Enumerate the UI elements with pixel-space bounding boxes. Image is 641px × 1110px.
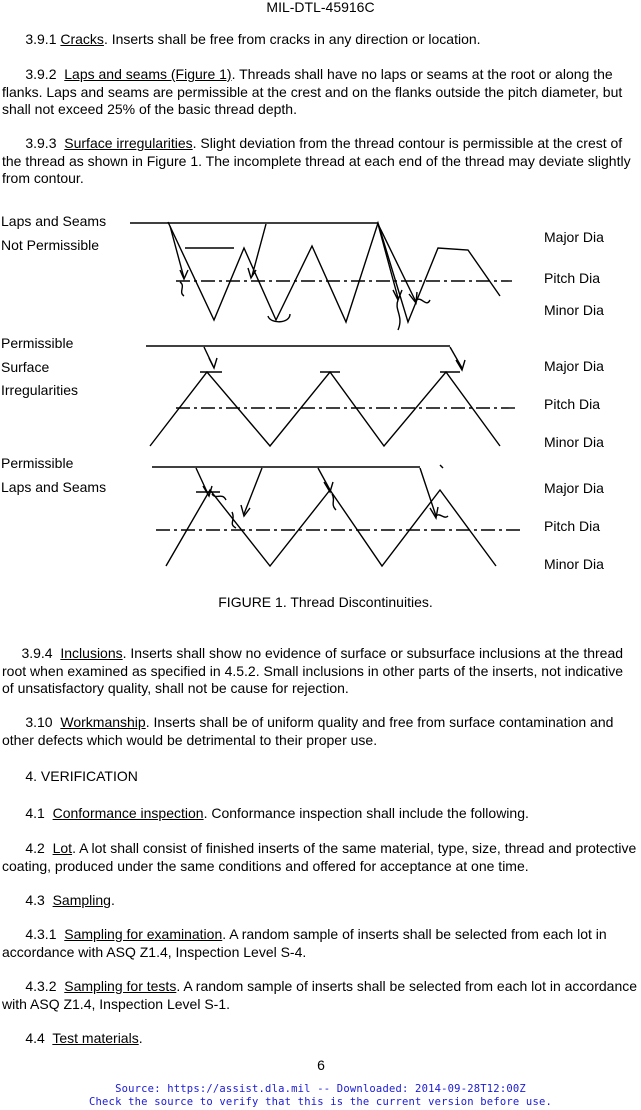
section-text: . Inserts shall be free from cracks in any direction or location. [103,31,481,47]
section-title: Inclusions [60,645,123,661]
panel2-label-line2: Surface [1,358,50,375]
section-number: 4.4 [25,1030,45,1046]
heading-text: 4. VERIFICATION [25,768,138,784]
paragraph-4-4 [2,1030,638,1048]
section-title: Sampling [52,892,111,908]
panel2-label-line1: Permissible [1,335,74,351]
section-title: Conformance inspection [52,805,204,821]
panel3-thread-profile [152,465,520,566]
document-id-header: MIL-DTL-45916C [266,0,375,15]
section-text: . Inserts shall show no evidence of surface or subsurface inclusions at the thread root when examined as specified in 4.5.2. Small inclusions in other parts of the inserts, not indicative of unsatisfactory quality, shall not be cause for rejection. [2,645,624,696]
paragraph-4-3 [2,892,638,910]
section-number: 3.9.2 [25,66,57,82]
section-title: Lot [52,840,73,856]
paragraph-4-3-2 [2,978,638,1013]
panel3-label-line2: Laps and Seams [1,478,107,495]
paragraph-3-10 [2,714,638,749]
panel1-label-line1: Laps and Seams [1,213,107,229]
panel2-major-dia-label: Major Dia [544,358,604,374]
section-title: Workmanship [60,714,146,730]
section-text: . Conformance inspection shall include the following. [203,805,529,821]
section-title: Sampling for tests [64,978,177,994]
section-text: . A lot shall consist of finished inserts of the same material, type, size, thread and protective coating, produced under the same conditions and offered for acceptance at one time. [2,840,637,874]
paragraph-4-3-1 [2,926,638,961]
panel3-pitch-dia-label: Pitch Dia [544,518,601,534]
section-number: 4.3.2 [25,978,57,994]
section-title: Laps and seams (Figure 1) [64,66,232,82]
section-number: 4.2 [25,840,45,856]
paragraph-4-2 [2,840,638,875]
section-heading-verification [2,768,638,786]
page-number: 6 [317,1057,325,1073]
section-number: 4.3.1 [25,926,57,942]
section-text: . A random sample of inserts shall be selected from each lot in accordance with ASQ Z1.4, Inspection Level S-4. [2,926,607,960]
section-text: . Slight deviation from the thread contour is permissible at the crest of the thread as shown in Figure 1. The incomplete thread at each end of the thread may deviate slightly from contour. [2,135,631,186]
section-text: . Threads shall have no laps or seams at the root or along the flanks. Laps and seams are permissible at the crest and on the flanks outside the pitch diameter, but shall not exceed 25% of the basic thread depth. [2,66,623,117]
section-number: 3.9.3 [25,135,57,151]
panel2-label-line3: Irregularities [1,382,79,398]
panel3-minor-dia-label: Minor Dia [544,556,604,572]
panel2-minor-dia-label: Minor Dia [544,434,604,450]
section-number: 3.9.1 [25,31,57,47]
panel3-major-dia-label: Major Dia [544,480,604,496]
panel1-thread-profile [130,222,512,330]
section-text: . A random sample of inserts shall be selected from each lot in accordance with ASQ Z1.4, Inspection Level S-1. [2,978,638,1012]
paragraph-4-1 [2,805,638,823]
section-title: Cracks [60,31,104,47]
footer-source-line: Source: https://assist.dla.mil -- Downloaded: 2014-09-28T12:00Z [115,1083,526,1095]
panel3-label-line1: Permissible [1,455,74,471]
panel1-pitch-dia-label: Pitch Dia [544,270,601,286]
section-number: 3.9.4 [21,645,53,661]
panel1-minor-dia-label: Minor Dia [544,302,604,318]
paragraph-3-9-4 [2,645,638,698]
section-number: 4.3 [25,892,45,908]
panel2-pitch-dia-label: Pitch Dia [544,396,601,412]
figure-caption: FIGURE 1. Thread Discontinuities. [218,594,433,610]
section-number: 4.1 [25,805,45,821]
panel1-label-line2: Not Permissible [1,236,100,253]
section-number: 3.10 [25,714,53,730]
section-title: Sampling for examination [64,926,223,942]
panel2-thread-profile [146,346,518,446]
section-text: . Inserts shall be of uniform quality and free from surface contamination and other defects which would be detrimental to their proper use. [2,714,614,748]
section-text: . [110,892,115,908]
footer-verify-line: Check the source to verify that this is the current version before use. [88,1096,553,1108]
section-title: Test materials [52,1030,139,1046]
panel1-major-dia-label: Major Dia [544,229,604,245]
section-text: . [138,1030,143,1046]
section-title: Surface irregularities [64,135,193,151]
